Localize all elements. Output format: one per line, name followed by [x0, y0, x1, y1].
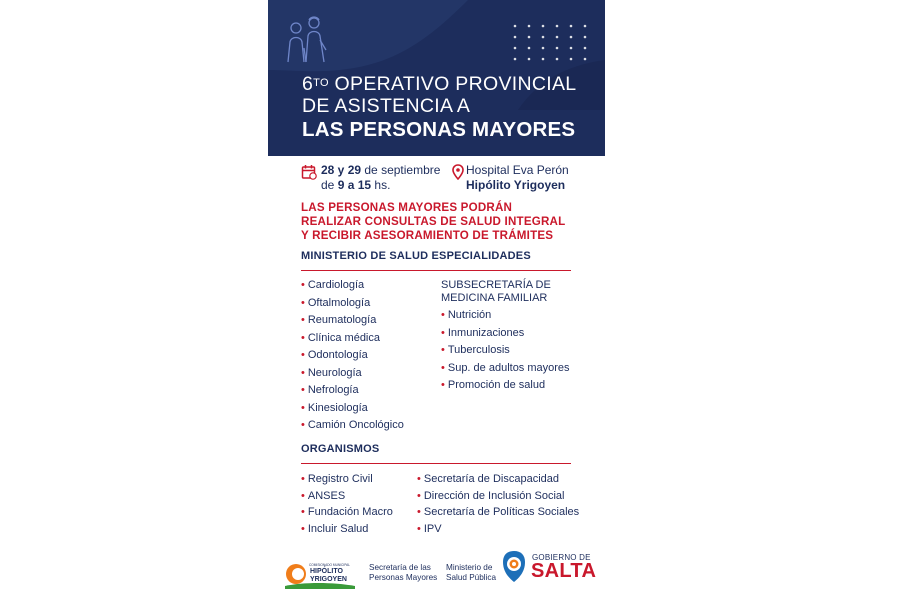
decorative-dot — [514, 58, 517, 61]
list-item: • Neurología — [301, 366, 362, 379]
decorative-dot — [570, 25, 573, 28]
organisms-right-list — [417, 471, 579, 537]
decorative-dot — [570, 36, 573, 39]
ministerio-text: Ministerio de Salud Pública — [446, 563, 497, 582]
list-item: • Fundación Macro — [301, 506, 393, 518]
list-item: • Promoción de salud — [441, 379, 546, 391]
decorative-dot — [556, 58, 559, 61]
divider — [301, 270, 571, 271]
hipolito-yrigoyen-logo — [283, 558, 357, 590]
list-item: • Oftalmología — [301, 296, 371, 309]
list-item: • Secretaría de Discapacidad — [417, 473, 559, 485]
ministry-title: MINISTERIO DE SALUD ESPECIALIDADES — [301, 250, 531, 262]
location-pin-icon — [452, 164, 464, 180]
decorative-dot — [528, 58, 531, 61]
decorative-dot — [570, 58, 573, 61]
decorative-dot — [542, 25, 545, 28]
header-banner — [268, 0, 605, 156]
decorative-dot — [584, 25, 587, 28]
poster — [268, 0, 605, 600]
list-item: • Incluir Salud — [301, 522, 369, 535]
list-item: • Sup. de adultos mayores — [441, 361, 570, 374]
decorative-dot — [528, 36, 531, 39]
decorative-dot — [556, 25, 559, 28]
salta-wordmark: SALTA — [531, 560, 597, 582]
decorative-dot — [542, 47, 545, 50]
gobierno-de-text: GOBIERNO DE — [532, 553, 591, 562]
decorative-dot — [514, 47, 517, 50]
decorative-dot — [514, 25, 517, 28]
list-item: • Registro Civil — [301, 473, 373, 485]
secretaria-text: Secretaría de las Personas Mayores — [369, 563, 438, 582]
list-item: • Cardiología — [301, 279, 365, 291]
salta-shield-icon — [501, 550, 527, 584]
calendar-icon — [301, 164, 317, 180]
divider — [301, 463, 571, 464]
decorative-dot — [584, 36, 587, 39]
decorative-dot — [556, 36, 559, 39]
organisms-left-list — [301, 471, 393, 537]
svg-text:HIPÓLITO: HIPÓLITO — [310, 568, 343, 575]
list-item: • Tuberculosis — [441, 344, 510, 356]
decorative-dot — [528, 25, 531, 28]
svg-text:COMISIONADO MUNICIPAL: COMISIONADO MUNICIPAL — [309, 563, 351, 567]
list-item: • Nefrología — [301, 384, 359, 396]
dot-grid-decoration — [513, 24, 593, 64]
list-item: • ANSES — [301, 489, 346, 502]
decorative-dot — [584, 47, 587, 50]
footer-logos — [268, 548, 605, 593]
list-item: • Camión Oncológico — [301, 419, 404, 431]
list-item: • Secretaría de Políticas Sociales — [417, 506, 580, 518]
decorative-dot — [570, 47, 573, 50]
decorative-dot — [528, 47, 531, 50]
event-place: Hospital Eva Perón Hipólito Yrigoyen — [466, 163, 569, 192]
elderly-couple-icon — [282, 14, 332, 66]
decorative-dot — [542, 36, 545, 39]
specialties-list — [301, 277, 404, 435]
list-item: • Clínica médica — [301, 331, 380, 344]
list-item: • Kinesiología — [301, 401, 368, 414]
list-item: • Odontología — [301, 349, 368, 361]
decorative-dot — [514, 36, 517, 39]
list-item: • IPV — [417, 522, 442, 535]
event-date: 28 y 29 de septiembre de 9 a 15 hs. — [321, 163, 441, 192]
decorative-dot — [584, 58, 587, 61]
decorative-dot — [542, 58, 545, 61]
list-item: • Nutrición — [441, 309, 492, 321]
poster-title: $6^{TO}$ OPERATIVO PROVINCIAL DE ASISTENCIA A LAS PERSONAS MAYORES — [302, 73, 577, 141]
svg-text:YRIGOYEN: YRIGOYEN — [310, 576, 347, 583]
list-item: • Inmunizaciones — [441, 326, 525, 339]
subsecretaria-title: SUBSECRETARÍA DE MEDICINA FAMILIAR — [441, 279, 551, 304]
list-item: • Dirección de Inclusión Social — [417, 489, 565, 502]
list-item: • Reumatología — [301, 314, 377, 326]
decorative-dot — [556, 47, 559, 50]
highlight-message: LAS PERSONAS MAYORES PODRÁN REALIZAR CONSULTAS DE SALUD INTEGRAL Y RECIBIR ASESORAMIENTO DE TRÁMITES — [301, 201, 566, 242]
medicina-familiar-list — [441, 307, 570, 395]
organisms-title: ORGANISMOS — [301, 443, 380, 455]
